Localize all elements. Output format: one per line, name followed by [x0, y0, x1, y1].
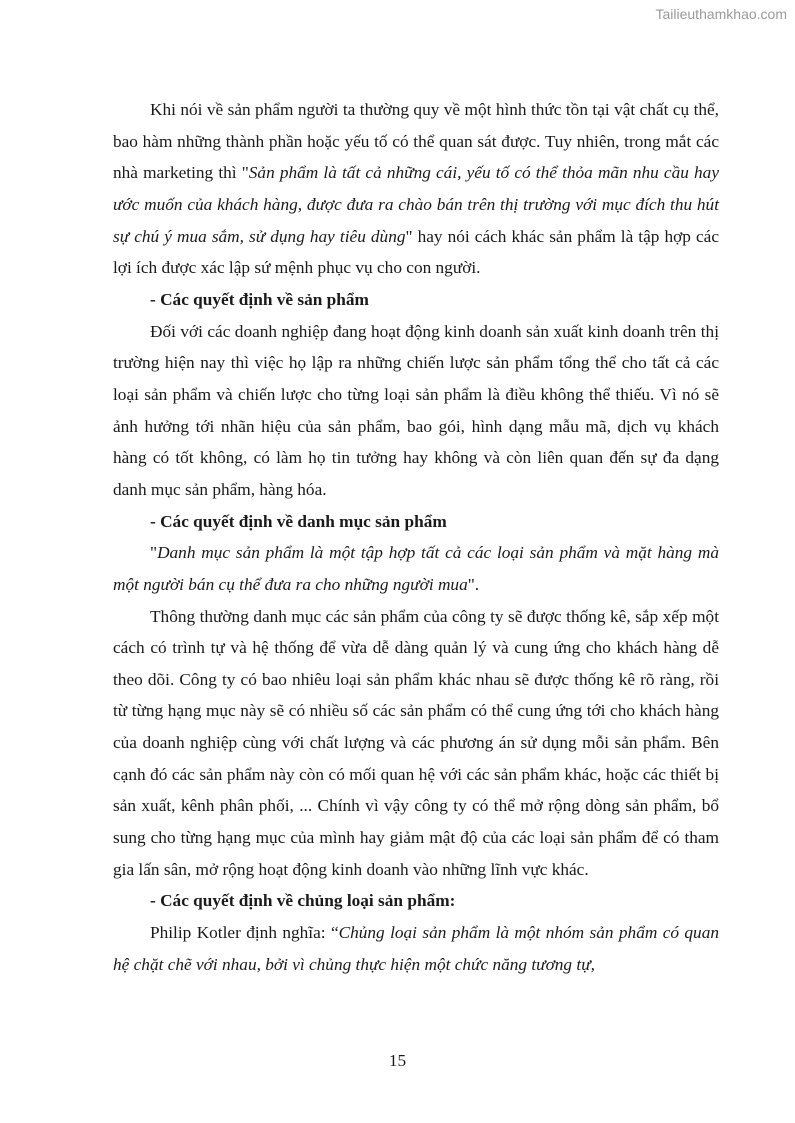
watermark: Tailieuthamkhao.com [655, 6, 787, 22]
text-run: " hay nói cách khác sản phẩm là tập hợp các lợi ích được xác lập sứ mệnh phục vụ cho con người. [113, 226, 719, 278]
heading-product-line: - Các quyết định về chủng loại sản phẩm: [150, 891, 456, 911]
paragraph-portfolio-definition [113, 537, 719, 600]
document-body [113, 94, 719, 980]
paragraph-product-definition [113, 94, 719, 284]
text-run: Khi nói về sản phẩm người ta thường quy về một hình thức tồn tại vật chất cụ thể, bao hàm những thành phần hoặc yếu tố có thể quan sát được. Tuy nhiên, trong mắt các nhà marketing thì " [113, 100, 719, 183]
text-run: ". [467, 574, 480, 594]
paragraph-portfolio-details: Thông thường danh mục các sản phẩm của công ty sẽ được thống kê, sắp xếp một cách có trình tự và hệ thống để vừa dễ dàng quản lý và cung ứng cho khách hàng dễ theo dõi. Công ty có bao nhiêu loại sản phẩm khác nhau sẽ được thống kê rõ ràng, rồi từ từng hạng mục này sẽ có nhiều số các sản phẩm có thể cung ứng tới cho khách hàng của doanh nghiệp cùng với chất lượng và các phương án sử dụng mỗi sản phẩm. Bên cạnh đó các sản phẩm này còn có mối quan hệ với các sản phẩm khác, hoặc các thiết bị sản xuất, kênh phân phối, ... Chính vì vậy công ty có thể mở rộng dòng sản phẩm, bổ sung cho từng hạng mục của mình hay giảm mật độ của các loại sản phẩm để có tham gia lấn sân, mở rộng hoạt động kinh doanh vào những lĩnh vực khác. [113, 606, 719, 879]
text-run: Philip Kotler định nghĩa: “ [150, 923, 339, 943]
heading-product-decisions: - Các quyết định về sản phẩm [150, 289, 369, 309]
italic-quote: Danh mục sản phẩm là một tập hợp tất cả các loại sản phẩm và mặt hàng mà một người bán cụ thể đưa ra cho những người mua [113, 543, 719, 594]
page-number: 15 [388, 1051, 407, 1070]
text-run: " [150, 543, 158, 563]
paragraph-product-strategy: Đối với các doanh nghiệp đang hoạt động kinh doanh sản xuất kinh doanh trên thị trường hiện nay thì việc họ lập ra những chiến lược sản phẩm tổng thể cho tất cả các loại sản phẩm và chiến lược cho từng loại sản phẩm là điều không thể thiếu. Vì nó sẽ ảnh hưởng tới nhãn hiệu của sản phẩm, bao gói, hình dạng mẫu mã, dịch vụ khách hàng có tốt không, có làm họ tin tưởng hay không và còn liên quan đến sự đa dạng danh mục sản phẩm, hàng hóa. [113, 321, 719, 499]
italic-quote: Sản phẩm là tất cả những cái, yếu tố có thể thỏa mãn nhu cầu hay ước muốn của khách hàng, được đưa ra chào bán trên thị trường với mục đích thu hút sự chú ý mua sắm, sử dụng hay tiêu dùng [113, 163, 719, 246]
paragraph-kotler-definition [113, 917, 719, 980]
italic-quote: Chủng loại sản phẩm là một nhóm sản phẩm có quan hệ chặt chẽ với nhau, bởi vì chủng thực hiện một chức năng tương tự, [113, 923, 719, 974]
heading-product-portfolio: - Các quyết định về danh mục sản phẩm [150, 511, 447, 531]
